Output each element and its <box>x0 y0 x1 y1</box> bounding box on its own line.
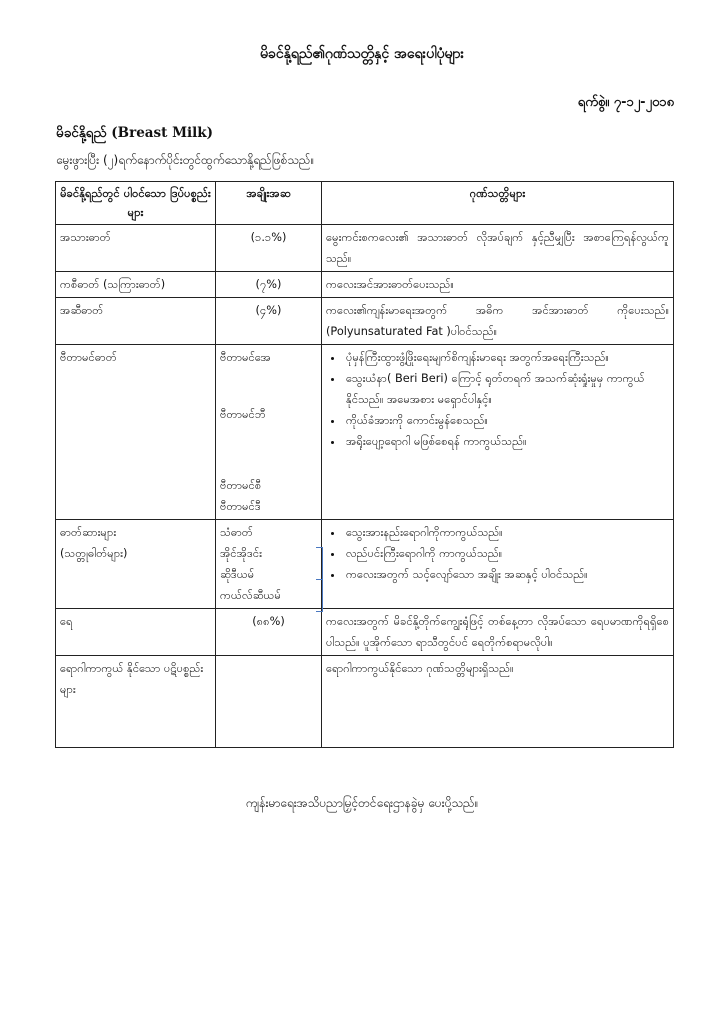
bracket-tick-bottom <box>316 611 323 612</box>
section-heading-myanmar: မိခင်နို့ရည် <box>56 125 107 141</box>
table-row <box>56 298 674 345</box>
table-row <box>56 272 674 298</box>
cell-component: အဆီဓာတ် <box>56 298 216 345</box>
cell-property: ကလေးအင်အားဓာတ်ပေးသည်။ <box>322 272 674 298</box>
bracket-tick-mid <box>316 579 323 580</box>
mineral-label: ဓာတ်ဆားများ <box>60 526 117 539</box>
spacer <box>220 368 317 404</box>
cell-component: ကစီဓာတ် (သကြားဓာတ်) <box>56 272 216 298</box>
cell-property <box>322 345 674 520</box>
cell-amount: (၈၈%) <box>216 609 322 656</box>
table-row <box>56 656 674 748</box>
section-heading-english: (Breast Milk) <box>111 125 214 141</box>
vitamin-d-label: ဗီတာမင်ဒီ <box>220 500 261 513</box>
calcium-label: ကယ်လ်ဆီယမ် <box>220 589 281 602</box>
table-header-row <box>56 182 674 225</box>
document-date: ရက်စွဲ။ ၇-၁၂-၂၀၁၈ <box>577 95 674 110</box>
mineral-note: (သတ္တုဓါတ်များ) <box>60 547 128 560</box>
table-row <box>56 345 674 520</box>
spacer <box>220 425 317 461</box>
list-item: • ကိုယ်ခံအားကို ကောင်းမွန်စေသည်။ <box>344 410 669 431</box>
list-item: • လည်ပင်းကြီးရောဂါကို ကာကွယ်သည်။ <box>344 543 669 564</box>
bracket-line <box>322 547 329 611</box>
cell-amount: (၇%) <box>216 272 322 298</box>
cell-component: ဗီတာမင်ဓာတ် <box>56 345 216 520</box>
list-item: • သွေးအားနည်းရောဂါကိုကာကွယ်သည်။ <box>344 522 669 543</box>
cell-property: ကလေးအတွက် မိခင်နို့တိုက်ကျွေးရုံဖြင့် တစ်နေ့တာ လိုအပ်သော ရေပမာဏကိုရရှိစေပါသည်။ ပူအိုက်သော ရာသီတွင်ပင် ရေတိုက်စရာမလိုပါ။ <box>322 609 674 656</box>
vitamin-bullet-list <box>326 347 669 452</box>
vitamin-a-label: ဗီတာမင်အေ <box>220 351 271 364</box>
document-title: မိခင်နို့ရည်၏ဂုဏ်သတ္တိနှင့် အရေးပါပုံများ <box>259 46 465 62</box>
cell-amount <box>216 656 322 748</box>
iodine-label: အိုင်အိုဒင်း <box>220 547 263 560</box>
section-heading <box>56 124 213 144</box>
document-footer: ကျန်းမာရေးအသိပညာမြှင့်တင်ရေးဌာနခွဲမှ ပေးပို့သည်။ <box>245 796 479 810</box>
cell-component <box>56 520 216 609</box>
cell-component: အသားဓာတ် <box>56 225 216 272</box>
vitamin-b-label: ဗီတာမင်ဘီ <box>220 408 266 421</box>
mineral-bullet-list <box>326 522 669 585</box>
header-amount: အချိုးအဆ <box>216 182 322 225</box>
header-component: မိခင်နို့ရည်တွင် ပါဝင်သော ဒြပ်ပစ္စည်းများ <box>56 182 216 225</box>
section-subtitle: မွေးဖွားပြီး (၂)ရက်နောက်ပိုင်းတွင်ထွက်သောနို့ရည်ဖြစ်သည်။ <box>56 153 315 167</box>
table-row <box>56 520 674 609</box>
cell-property: ကလေး၏ကျန်းမာရေးအတွက် အဓိက အင်အားဓာတ် ကိုပေးသည်။ (Polyunsaturated Fat )ပါဝင်သည်။ <box>322 298 674 345</box>
bracket-tick-top <box>316 547 323 548</box>
cell-property <box>322 520 674 609</box>
header-property: ဂုဏ်သတ္တိများ <box>322 182 674 225</box>
vitamin-c-label: ဗီတာမင်စီ <box>220 479 262 492</box>
cell-property: မွေးကင်းစကလေး၏ အသားဓာတ် လိုအပ်ချက် နှင့်ညီမျှပြီး အစာကြေရန်လွယ်ကူသည်။ <box>322 225 674 272</box>
cell-amount: (၁.၁%) <box>216 225 322 272</box>
iron-label: သံဓာတ် <box>220 526 253 539</box>
list-item: • အရိုးပျော့ရောဂါ မဖြစ်စေရန် ကာကွယ်သည်။ <box>344 431 669 452</box>
table-row <box>56 609 674 656</box>
list-item: • သွေးယံနာ( Beri Beri) ကြောင့် ရုတ်တရက် အသက်ဆုံးရှုံးမှုမှ ကာကွယ်နိုင်သည်။ အမေအစား မရှောင်ပါနှင့်။ <box>344 368 669 410</box>
table-row <box>56 225 674 272</box>
list-item: • ကလေးအတွက် သင့်လျော်သော အချိုး အဆနှင့် ပါဝင်သည်။ <box>344 564 669 585</box>
cell-component: ရောဂါကာကွယ် နိုင်သော ပဋိပစ္စည်းများ <box>56 656 216 748</box>
cell-property: ရောဂါကာကွယ်နိုင်သော ဂုဏ်သတ္တိများရှိသည်။ <box>322 656 674 748</box>
sodium-label: ဆိုဒီယမ် <box>220 568 255 581</box>
list-item: • ပုံမှန်ကြီးထွားဖွံ့ဖြိုးရေးမျက်စိကျန်းမာရေး အတွက်အရေးကြီးသည်။ <box>344 347 669 368</box>
spacer <box>220 461 317 475</box>
cell-vitamin-list <box>216 345 322 520</box>
nutrient-table <box>55 181 674 748</box>
cell-mineral-list <box>216 520 322 609</box>
cell-amount: (၄%) <box>216 298 322 345</box>
cell-component: ရေ <box>56 609 216 656</box>
